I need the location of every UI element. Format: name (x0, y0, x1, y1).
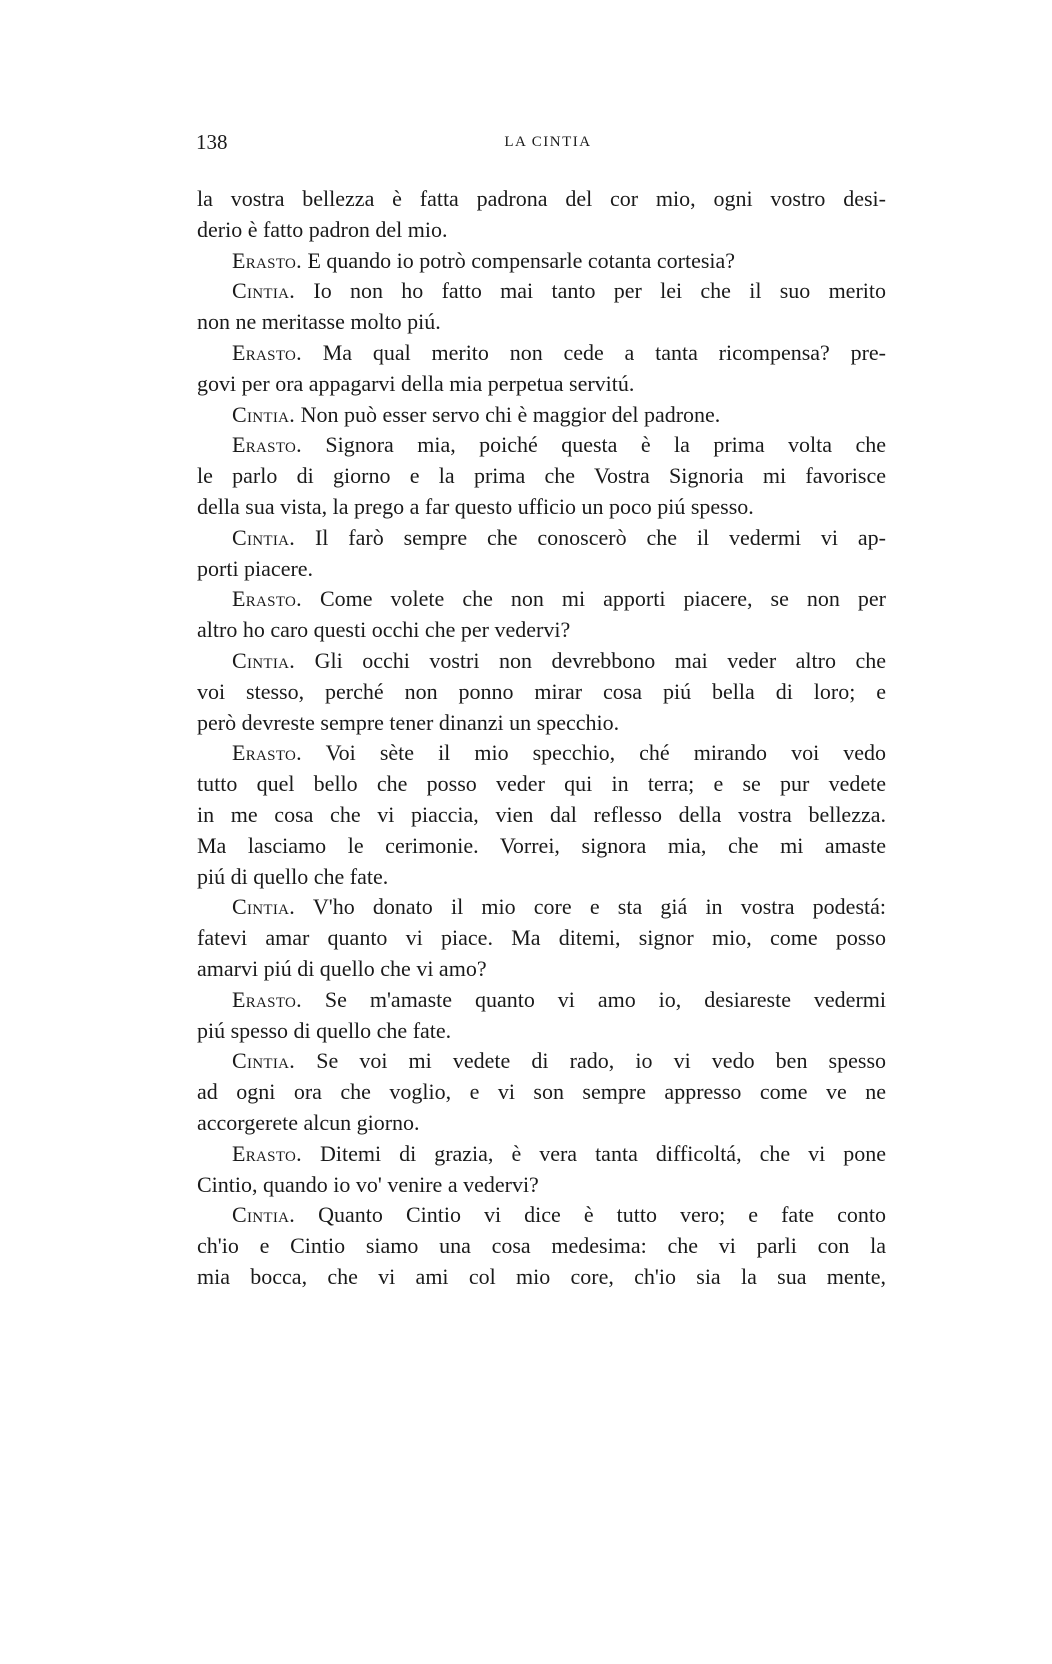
line-text: ad ogni ora che voglio, e vi son sempre appresso come ve ne (197, 1079, 886, 1105)
dialogue-paragraph (197, 276, 886, 338)
text-line (197, 400, 886, 431)
line-text: Non può esser servo chi è maggior del padrone. (300, 401, 721, 427)
text-line (197, 184, 886, 215)
speaker-name: Erasto. (232, 586, 302, 612)
text-line (197, 338, 886, 369)
line-text: Quanto Cintio vi dice è tutto vero; e fate conto (318, 1202, 886, 1228)
text-line (197, 615, 886, 646)
text-line (197, 1200, 886, 1231)
line-text: la vostra bellezza è fatta padrona del cor mio, ogni vostro desi- (197, 186, 886, 211)
dialogue-paragraph (197, 1046, 886, 1138)
line-text: Io non ho fatto mai tanto per lei che il suo merito (313, 278, 886, 304)
line-text: amarvi piú di quello che vi amo? (197, 955, 487, 981)
speaker-name: Cintia. (232, 1202, 296, 1228)
text-line (197, 677, 886, 708)
page-number: 138 (196, 130, 228, 154)
text-line (197, 954, 886, 985)
text-line (197, 985, 886, 1016)
text-line (197, 276, 886, 307)
text-line (197, 215, 886, 246)
line-text: porti piacere. (197, 555, 314, 581)
speaker-name: Cintia. (232, 278, 296, 304)
continued-paragraph (197, 184, 886, 246)
line-text: Se m'amaste quanto vi amo io, desiareste vedermi (324, 986, 886, 1012)
line-text: non ne meritasse molto piú. (197, 309, 441, 335)
line-text: voi stesso, perché non ponno mirar cosa piú bella di loro; e (197, 678, 886, 704)
dialogue-paragraph (197, 338, 886, 400)
dialogue-paragraph (197, 246, 886, 277)
text-line (197, 708, 886, 739)
text-line (197, 1139, 886, 1170)
line-text: mia bocca, che vi ami col mio core, ch'io sia la sua mente, (197, 1263, 886, 1289)
text-line (197, 1170, 886, 1201)
running-title (0, 134, 1052, 151)
line-text: accorgerete alcun giorno. (197, 1109, 420, 1135)
body-text (197, 184, 886, 1293)
line-text: piú di quello che fate. (197, 863, 389, 889)
speaker-name: Cintia. (232, 401, 296, 427)
line-text: Ma qual merito non cede a tanta ricompensa? pre- (322, 339, 887, 365)
line-text: della sua vista, la prego a far questo ufficio un poco piú spesso. (197, 493, 754, 519)
text-line (197, 492, 886, 523)
line-text: E quando io potrò compensarle cotanta cortesia? (307, 247, 736, 273)
text-line (197, 738, 886, 769)
text-line (197, 246, 886, 277)
line-text: tutto quel bello che posso veder qui in terra; e se pur vedete (197, 771, 886, 797)
line-text: V'ho donato il mio core e sta giá in vostra podestá: (312, 894, 887, 920)
text-line (197, 1231, 886, 1262)
text-line (197, 1262, 886, 1293)
text-line (197, 646, 886, 677)
line-text: Il farò sempre che conoscerò che il vedermi vi ap- (314, 524, 887, 550)
dialogue-paragraph (197, 430, 886, 522)
line-text: fatevi amar quanto vi piace. Ma ditemi, signor mio, come posso (197, 925, 886, 951)
dialogue-paragraph (197, 584, 886, 646)
dialogue-paragraph (197, 400, 886, 431)
running-title-text: LA CINTIA (504, 134, 592, 150)
text-line (197, 1108, 886, 1139)
speaker-name: Erasto. (232, 247, 302, 273)
speaker-name: Cintia. (232, 524, 296, 550)
line-text: piú spesso di quello che fate. (197, 1017, 452, 1043)
line-text: derio è fatto padron del mio. (197, 216, 448, 242)
line-text: le parlo di giorno e la prima che Vostra Signoria mi favorisce (197, 463, 886, 489)
text-line (197, 523, 886, 554)
speaker-name: Cintia. (232, 894, 296, 920)
text-line (197, 1046, 886, 1077)
text-line (197, 862, 886, 893)
text-line (197, 369, 886, 400)
dialogue-paragraph (197, 892, 886, 984)
dialogue-paragraph (197, 523, 886, 585)
dialogue-paragraph (197, 1200, 886, 1292)
line-text: Come volete che non mi apporti piacere, se non per (319, 586, 886, 612)
line-text: Se voi mi vedete di rado, io vi vedo ben spesso (316, 1048, 887, 1074)
dialogue-paragraph (197, 646, 886, 738)
text-line (197, 307, 886, 338)
text-line (197, 923, 886, 954)
line-text: in me cosa che vi piaccia, vien dal reflesso della vostra bellezza. (197, 801, 886, 827)
line-text: altro ho caro questi occhi che per vedervi? (197, 617, 571, 643)
text-line (197, 831, 886, 862)
line-text: Signora mia, poiché questa è la prima volta che (325, 432, 886, 458)
line-text: ch'io e Cintio siamo una cosa medesima: che vi parli con la (197, 1233, 886, 1259)
text-line (197, 554, 886, 585)
text-line (197, 1077, 886, 1108)
speaker-name: Erasto. (232, 986, 302, 1012)
speaker-name: Erasto. (232, 339, 302, 365)
dialogue-paragraph (197, 1139, 886, 1201)
text-line (197, 1016, 886, 1047)
text-line (197, 430, 886, 461)
speaker-name: Cintia. (232, 647, 296, 673)
dialogue-paragraph (197, 985, 886, 1047)
line-text: Ditemi di grazia, è vera tanta difficoltá, che vi pone (319, 1140, 886, 1166)
text-line (197, 584, 886, 615)
speaker-name: Erasto. (232, 432, 302, 458)
line-text: Cintio, quando io vo' venire a vedervi? (197, 1171, 539, 1197)
text-line (197, 769, 886, 800)
text-line (197, 461, 886, 492)
dialogue-paragraph (197, 738, 886, 892)
speaker-name: Erasto. (232, 740, 302, 766)
text-line (197, 892, 886, 923)
line-text: Gli occhi vostri non devrebbono mai veder altro che (314, 647, 886, 673)
line-text: Ma lasciamo le cerimonie. Vorrei, signora mia, che mi amaste (197, 832, 886, 858)
line-text: govi per ora appagarvi della mia perpetua servitú. (197, 370, 635, 396)
line-text: però devreste sempre tener dinanzi un specchio. (197, 709, 620, 735)
speaker-name: Cintia. (232, 1048, 296, 1074)
line-text: Voi sète il mio specchio, ché mirando voi vedo (325, 740, 886, 766)
text-line (197, 800, 886, 831)
speaker-name: Erasto. (232, 1140, 302, 1166)
